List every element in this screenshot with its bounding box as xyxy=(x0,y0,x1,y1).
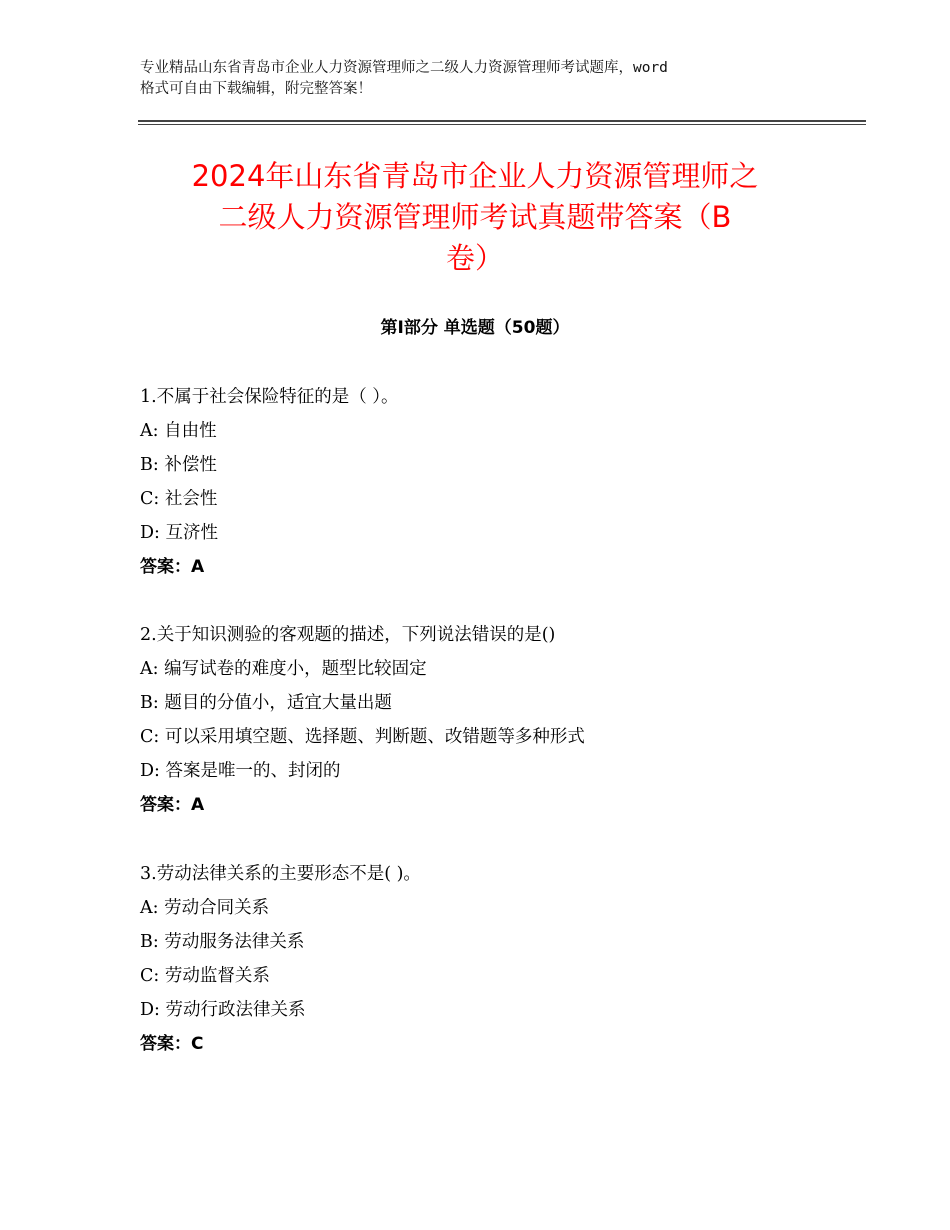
question-3-option-d: D: 劳动行政法律关系 xyxy=(140,1000,306,1020)
question-1-option-d: D: 互济性 xyxy=(140,523,218,543)
document-title-line-1: 2024年山东省青岛市企业人力资源管理师之 xyxy=(191,159,759,193)
document-title xyxy=(100,156,850,279)
question-3-stem: 3.劳动法律关系的主要形态不是( )。 xyxy=(140,864,421,884)
question-3-option-c: C: 劳动监督关系 xyxy=(140,966,270,986)
document-title-line-3: 卷） xyxy=(445,241,504,275)
question-3-answer: 答案：C xyxy=(140,1034,204,1054)
question-2-option-b: B: 题目的分值小，适宜大量出题 xyxy=(140,693,392,713)
question-2-option-c: C: 可以采用填空题、选择题、判断题、改错题等多种形式 xyxy=(140,727,585,747)
question-2 xyxy=(140,618,840,822)
section-title: 第Ⅰ部分 单选题（50题） xyxy=(380,318,570,338)
header-divider xyxy=(138,120,866,125)
question-2-answer: 答案：A xyxy=(140,795,205,815)
question-3-option-b: B: 劳动服务法律关系 xyxy=(140,932,305,952)
question-1-answer: 答案：A xyxy=(140,557,205,577)
document-title-line-2: 二级人力资源管理师考试真题带答案（B xyxy=(218,200,732,234)
header-note xyxy=(140,58,830,100)
question-1-option-a: A: 自由性 xyxy=(140,421,217,441)
question-1-option-b: B: 补偿性 xyxy=(140,455,217,475)
header-note-line-2: 格式可自由下载编辑，附完整答案！ xyxy=(140,81,372,97)
question-2-option-a: A: 编写试卷的难度小，题型比较固定 xyxy=(140,659,427,679)
question-1 xyxy=(140,380,840,584)
question-1-option-c: C: 社会性 xyxy=(140,489,218,509)
question-2-option-d: D: 答案是唯一的、封闭的 xyxy=(140,761,341,781)
question-2-stem: 2.关于知识测验的客观题的描述，下列说法错误的是() xyxy=(140,625,556,645)
question-1-stem: 1.不属于社会保险特征的是（ ）。 xyxy=(140,387,399,407)
question-3 xyxy=(140,857,840,1061)
question-3-option-a: A: 劳动合同关系 xyxy=(140,898,270,918)
header-note-line-1: 专业精品山东省青岛市企业人力资源管理师之二级人力资源管理师考试题库，word xyxy=(140,60,668,76)
